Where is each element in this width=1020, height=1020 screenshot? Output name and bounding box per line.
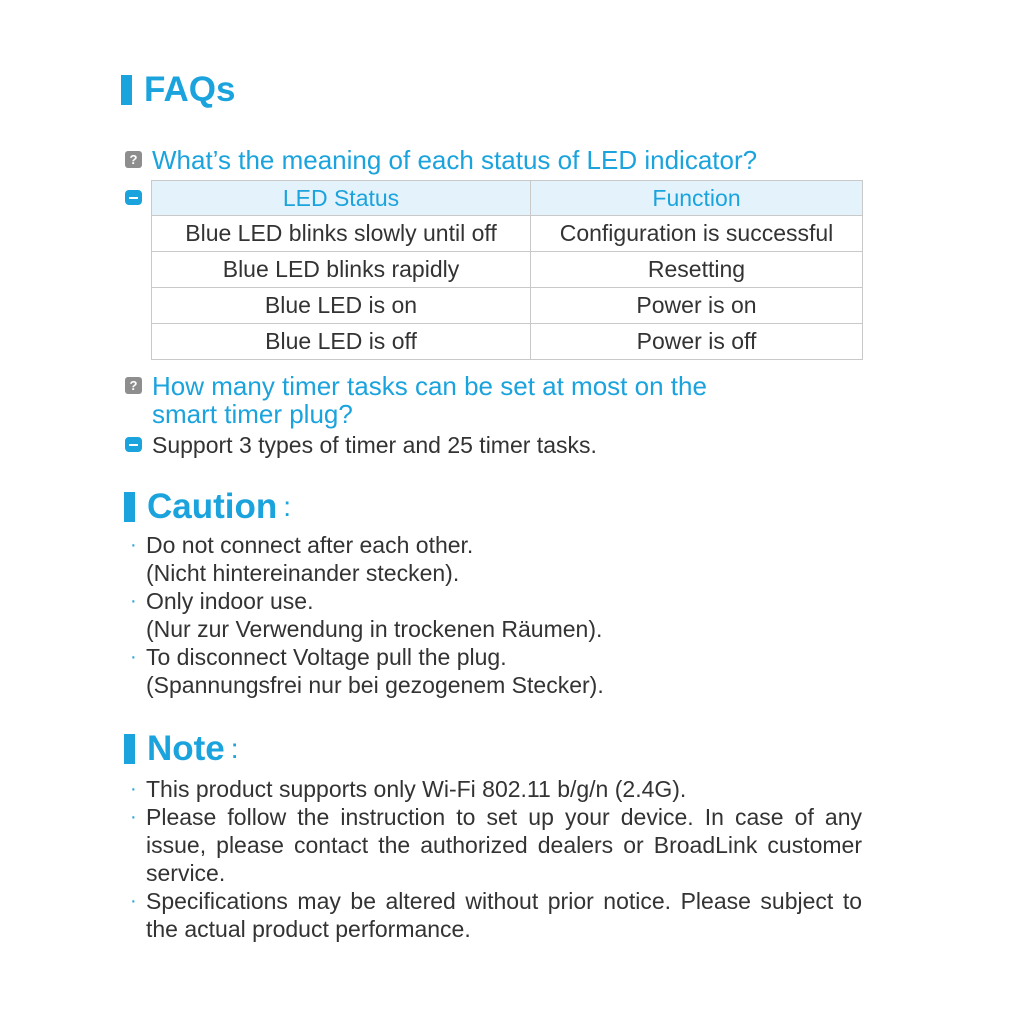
table-row	[152, 252, 863, 288]
caution-heading	[124, 489, 291, 524]
faq-question-2-line2: smart timer plug?	[152, 399, 353, 429]
caution-item-3-line2: (Spannungsfrei nur bei gezogenem Stecker).	[146, 672, 604, 698]
note-item-3: Specifications may be altered without prior notice. Please subject to the actual product performance.	[146, 888, 862, 942]
heading-bar-icon	[124, 734, 135, 764]
faqs-title: FAQs	[144, 70, 236, 109]
note-item-2: Please follow the instruction to set up your device. In case of any issue, please contact the authorized dealers or BroadLink customer service.	[146, 804, 862, 886]
caution-item-3-line1: To disconnect Voltage pull the plug.	[146, 644, 507, 670]
table-header-row	[152, 181, 863, 216]
caution-item-1-line1: Do not connect after each other.	[146, 532, 474, 558]
list-item	[128, 643, 868, 699]
note-title: Note	[147, 729, 225, 768]
table-cell: Configuration is successful	[531, 216, 863, 252]
note-heading	[124, 731, 239, 766]
list-item	[128, 887, 862, 943]
caution-item-2-line2: (Nur zur Verwendung in trockenen Räumen).	[146, 616, 603, 642]
faqs-heading	[121, 72, 235, 107]
table-cell: Blue LED is on	[152, 288, 531, 324]
note-list	[128, 775, 862, 943]
table-row	[152, 324, 863, 360]
answer-icon	[125, 190, 142, 205]
faq-answer-2: Support 3 types of timer and 25 timer tasks.	[152, 432, 597, 458]
table-row	[152, 288, 863, 324]
list-item	[128, 803, 862, 887]
note-colon: :	[230, 732, 239, 764]
bullet-icon: ·	[130, 646, 137, 668]
heading-bar-icon	[124, 492, 135, 522]
answer-icon	[125, 437, 142, 452]
list-item	[128, 775, 862, 803]
caution-list	[128, 531, 868, 699]
table-row	[152, 216, 863, 252]
table-cell: Power is on	[531, 288, 863, 324]
list-item	[128, 587, 868, 643]
caution-title: Caution	[147, 487, 278, 526]
table-cell: Blue LED blinks rapidly	[152, 252, 531, 288]
table-header-led-status: LED Status	[152, 181, 531, 216]
faq-question-2	[125, 372, 885, 428]
caution-item-2-line1: Only indoor use.	[146, 588, 314, 614]
table-cell: Blue LED blinks slowly until off	[152, 216, 531, 252]
faq-question-2-line1: How many timer tasks can be set at most on the	[152, 371, 707, 401]
caution-item-1-line2: (Nicht hintereinander stecken).	[146, 560, 460, 586]
faq-question-1-text: What’s the meaning of each status of LED indicator?	[152, 145, 758, 175]
bullet-icon: ·	[130, 590, 137, 612]
list-item	[128, 531, 868, 587]
table-cell: Power is off	[531, 324, 863, 360]
bullet-icon: ·	[130, 890, 137, 912]
table-cell: Blue LED is off	[152, 324, 531, 360]
question-icon: ?	[125, 377, 142, 394]
table-cell: Resetting	[531, 252, 863, 288]
heading-bar-icon	[121, 75, 132, 105]
bullet-icon: ·	[130, 778, 137, 800]
bullet-icon: ·	[130, 534, 137, 556]
question-icon: ?	[125, 151, 142, 168]
faq-question-1	[125, 146, 885, 174]
bullet-icon: ·	[130, 806, 137, 828]
note-item-1: This product supports only Wi-Fi 802.11 b/g/n (2.4G).	[146, 776, 687, 802]
table-header-function: Function	[531, 181, 863, 216]
led-status-table	[151, 180, 863, 360]
caution-colon: :	[283, 490, 292, 522]
